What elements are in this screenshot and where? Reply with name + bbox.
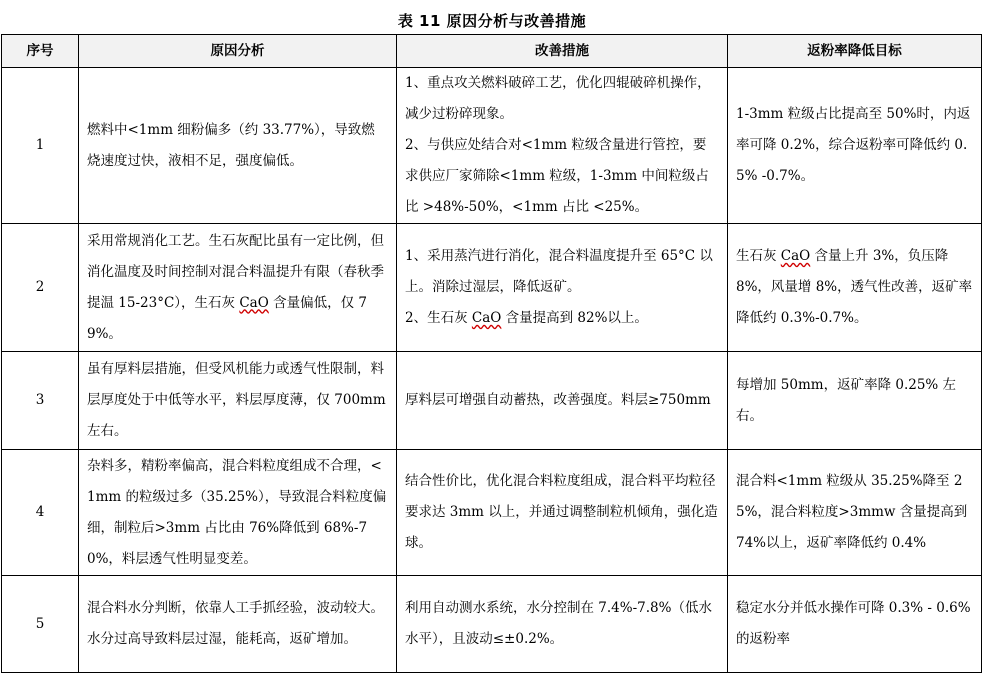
cause-text <box>87 233 384 342</box>
row-target <box>728 450 982 576</box>
row-target <box>728 68 982 224</box>
measure-text-pre: 1、采用蒸汽进行消化，混合料温度提升至 65°C 以上。消除过湿层，降低返矿。 2、生石灰 <box>405 248 713 326</box>
table-row <box>2 352 982 450</box>
target-text: 每增加 50mm，返矿率降 0.25% 左右。 <box>736 376 957 424</box>
measure-text: 厚料层可增强自动蓄热，改善强度。料层≥750mm <box>405 392 711 408</box>
target-text: 稳定水分并低水操作可降 0.3% - 0.6%的返粉率 <box>736 600 971 647</box>
row-cause <box>79 450 397 576</box>
cause-text: 燃料中<1mm 细粉偏多（约 33.77%），导致燃烧速度过快，液相不足，强度偏低。 <box>87 121 375 169</box>
row-index: 2 <box>2 224 79 352</box>
row-target <box>728 352 982 450</box>
target-text-pre: 生石灰 <box>736 248 781 264</box>
row-measure <box>397 68 728 224</box>
cao-term: CaO <box>780 248 811 264</box>
header-target: 返粉率降低目标 <box>728 35 982 68</box>
cause-measure-table <box>1 34 982 673</box>
measure-text <box>405 248 713 326</box>
row-measure <box>397 450 728 576</box>
table-row <box>2 68 982 224</box>
target-text: 混合料<1mm 粒级从 35.25%降至 25%，混合料粒度>3mmw 含量提高到 74%以上，返矿率降低约 0.4% <box>736 473 968 551</box>
row-index: 4 <box>2 450 79 576</box>
table-row <box>2 224 982 352</box>
row-index: 3 <box>2 352 79 450</box>
measure-text-post: 含量提高到 82%以上。 <box>501 310 648 326</box>
row-cause <box>79 352 397 450</box>
row-measure <box>397 352 728 450</box>
row-index: 1 <box>2 68 79 224</box>
measure-text: 结合性价比，优化混合料粒度组成，混合料平均粒径要求达 3mm 以上，并通过调整制粒机倾角，强化造球。 <box>405 473 718 551</box>
cause-text: 虽有厚料层措施，但受风机能力或透气性限制，料层厚度处于中低等水平，料层厚度薄，仅 700mm 左右。 <box>87 361 386 439</box>
measure-text: 利用自动测水系统，水分控制在 7.4%-7.8%（低水水平），且波动≤±0.2%。 <box>405 600 712 647</box>
row-target <box>728 224 982 352</box>
table-header-row <box>2 35 982 68</box>
row-cause <box>79 68 397 224</box>
cause-text-post: 含量偏低，仅 79%。 <box>87 294 367 342</box>
table-row <box>2 450 982 576</box>
cao-term: CaO <box>471 310 502 326</box>
row-index: 5 <box>2 576 79 673</box>
target-text: 1-3mm 粒级占比提高至 50%时，内返率可降 0.2%，综合返粉率可降低约 0.5% -0.7%。 <box>736 106 971 184</box>
row-measure <box>397 576 728 673</box>
row-target <box>728 576 982 673</box>
measure-text: 1、重点攻关燃料破碎工艺，优化四辊破碎机操作，减少过粉碎现象。 2、与供应处结合对<1mm 粒级含量进行管控，要求供应厂家筛除<1mm 粒级，1-3mm 中间粒级占比 >48%-50%，<1mm 占比 <25%。 <box>405 75 711 215</box>
row-cause <box>79 224 397 352</box>
target-text <box>736 248 972 326</box>
cao-term: CaO <box>239 294 269 311</box>
header-index: 序号 <box>2 35 79 68</box>
cause-text-pre: 采用常规消化工艺。生石灰配比虽有一定比例，但消化温度及时间控制对混合料温提升有限（春秋季提温 15-23°C），生石灰 <box>87 232 384 311</box>
table-row <box>2 576 982 673</box>
target-text-post: 含量上升 3%，负压降 8%，风量增 8%，透气性改善，返矿率降低约 0.3%-0.7%。 <box>736 248 973 326</box>
cause-text: 混合料水分判断，依靠人工手抓经验，波动较大。水分过高导致料层过湿，能耗高，返矿增加。 <box>87 600 384 647</box>
row-cause <box>79 576 397 673</box>
cause-text: 杂料多，精粉率偏高，混合料粒度组成不合理，<1mm 的粒级过多（35.25%），导致混合料粒度偏细，制粒后>3mm 占比由 76%降低到 68%-70%，料层透气性明显变差。 <box>87 457 387 567</box>
row-measure <box>397 224 728 352</box>
table-caption: 表 11 原因分析与改善措施 <box>397 12 587 30</box>
header-cause: 原因分析 <box>79 35 397 68</box>
header-measure: 改善措施 <box>397 35 728 68</box>
